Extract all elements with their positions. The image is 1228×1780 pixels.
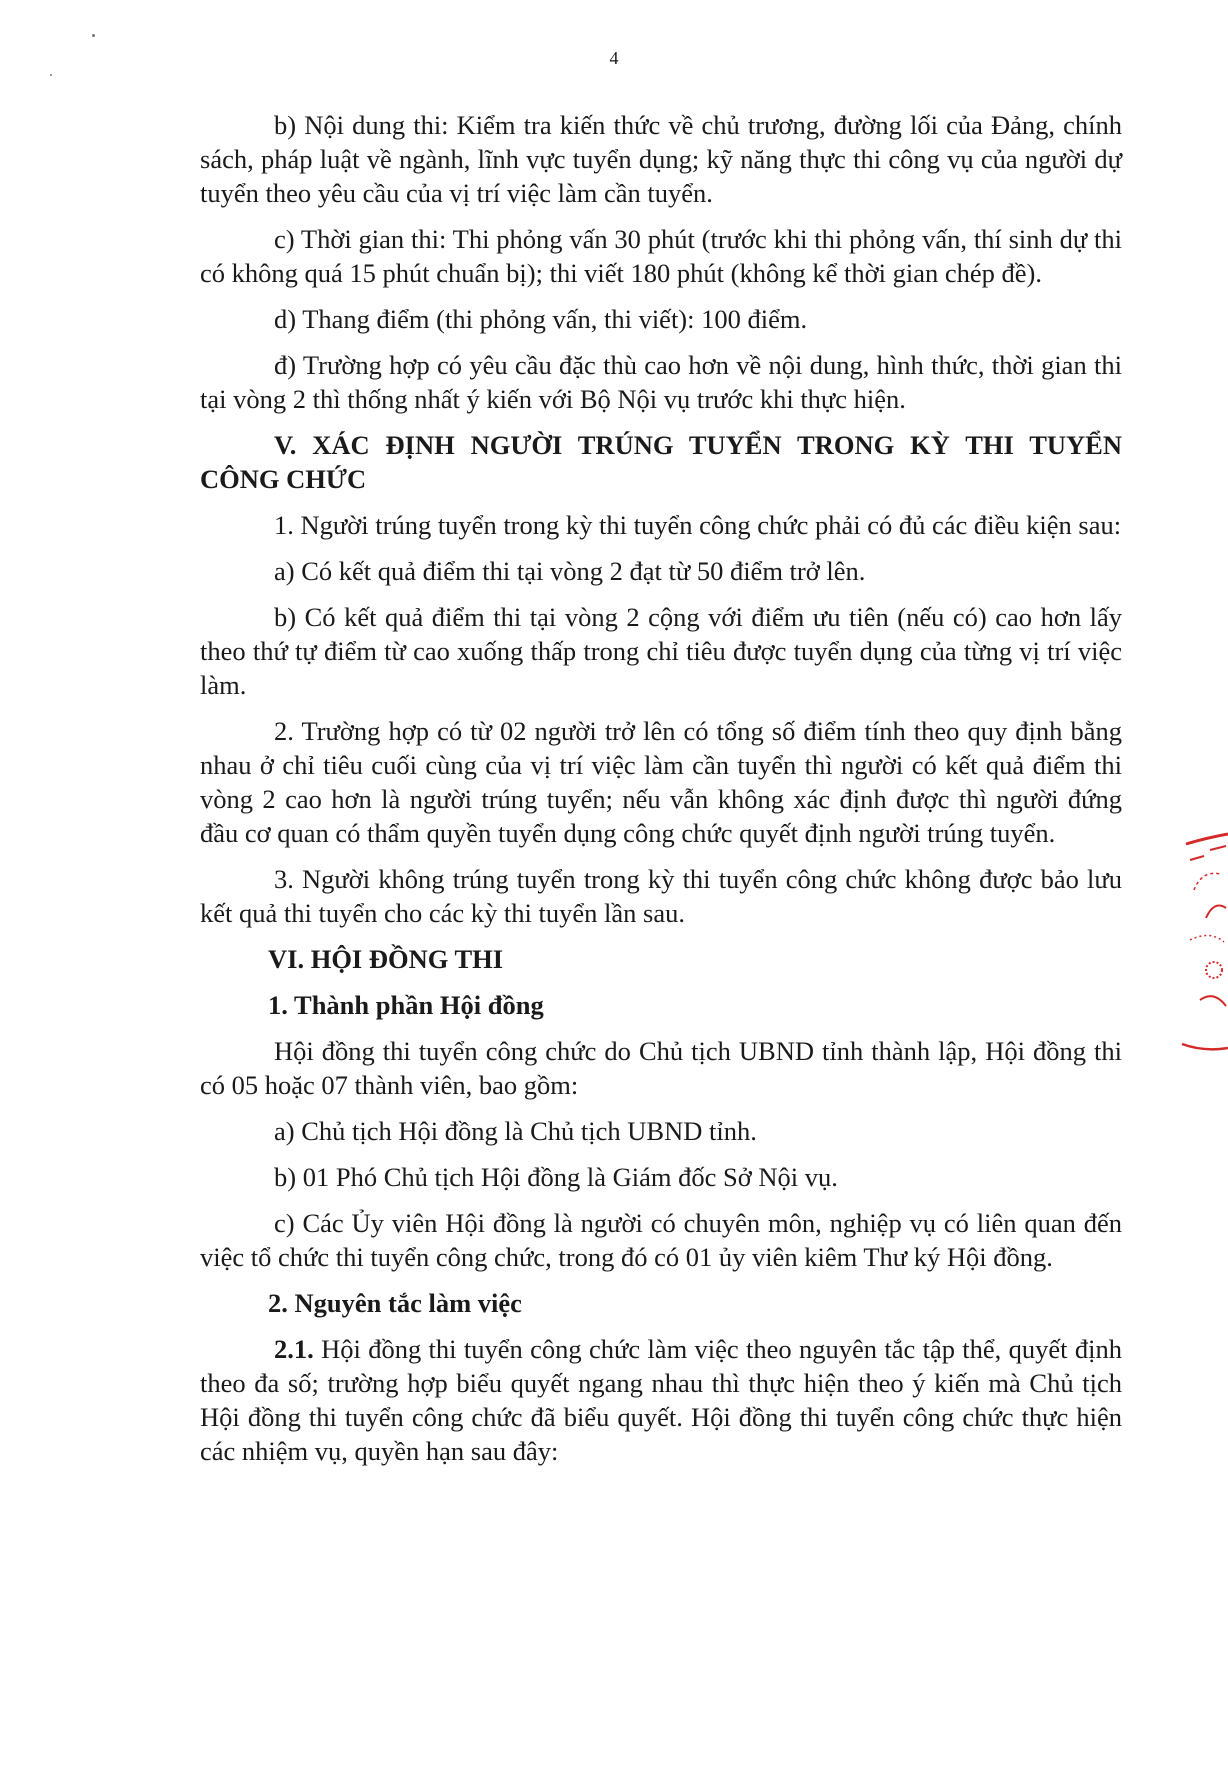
red-seal-fragment xyxy=(1180,830,1228,1060)
paragraph-council-members: c) Các Ủy viên Hội đồng là người có chuyên môn, nghiệp vụ có liên quan đến việc tổ chức thi tuyển công chức, trong đó có 01 ủy viên kiêm Thư ký Hội đồng. xyxy=(200,1208,1122,1272)
paragraph-condition-b: b) Có kết quả điểm thi tại vòng 2 cộng với điểm ưu tiên (nếu có) cao hơn lấy theo thứ tự điểm từ cao xuống thấp trong chỉ tiêu được tuyển dụng của từng vị trí việc làm. xyxy=(200,602,1122,700)
paragraph-condition-a: a) Có kết quả điểm thi tại vòng 2 đạt từ 50 điểm trở lên. xyxy=(274,556,866,586)
seal-stamp-icon xyxy=(1180,830,1228,1060)
scan-speck xyxy=(50,74,52,76)
document-body xyxy=(200,108,1122,1480)
paragraph-winner-conditions: 1. Người trúng tuyển trong kỳ thi tuyển công chức phải có đủ các điều kiện sau: xyxy=(274,510,1122,540)
scan-speck xyxy=(92,34,95,37)
paragraph-no-reserve: 3. Người không trúng tuyển trong kỳ thi tuyển công chức không được bảo lưu kết quả thi tuyển cho các kỳ thi tuyển lần sau. xyxy=(200,864,1122,928)
page-number: 4 xyxy=(609,48,619,68)
section-heading-v: V. XÁC ĐỊNH NGƯỜI TRÚNG TUYỂN TRONG KỲ THI TUYỂN CÔNG CHỨC xyxy=(200,430,1122,494)
paragraph-council-chair: a) Chủ tịch Hội đồng là Chủ tịch UBND tỉnh. xyxy=(274,1116,757,1146)
clause-text: Hội đồng thi tuyển công chức làm việc theo nguyên tắc tập thể, quyết định theo đa số; trường hợp biểu quyết ngang nhau thì thực hiện theo ý kiến mà Chủ tịch Hội đồng thi tuyển công chức đã biểu quyết. Hội đồng thi tuyển công chức thực hiện các nhiệm vụ, quyền hạn sau đây: xyxy=(200,1334,1122,1466)
subheading-working-principles: 2. Nguyên tắc làm việc xyxy=(268,1288,522,1318)
section-heading-vi: VI. HỘI ĐỒNG THI xyxy=(268,944,504,974)
paragraph-exam-time: c) Thời gian thi: Thi phỏng vấn 30 phút (trước khi thi phỏng vấn, thí sinh dự thi có không quá 15 phút chuẩn bị); thi viết 180 phút (không kể thời gian chép đề). xyxy=(200,224,1122,288)
paragraph-tie-case: 2. Trường hợp có từ 02 người trở lên có tổng số điểm tính theo quy định bằng nhau ở chỉ tiêu cuối cùng của vị trí việc làm cần tuyển thì người có kết quả điểm thi vòng 2 cao hơn là người trúng tuyển; nếu vẫn không xác định được thì người đứng đầu cơ quan có thẩm quyền tuyển dụng công chức quyết định người trúng tuyển. xyxy=(200,716,1122,848)
paragraph-principle-2-1 xyxy=(200,1332,1122,1468)
paragraph-exam-content: b) Nội dung thi: Kiểm tra kiến thức về chủ trương, đường lối của Đảng, chính sách, pháp luật về ngành, lĩnh vực tuyển dụng; kỹ năng thực thi công vụ của người dự tuyển theo yêu cầu của vị trí việc làm cần tuyển. xyxy=(200,110,1122,208)
paragraph-council-vice-chair: b) 01 Phó Chủ tịch Hội đồng là Giám đốc Sở Nội vụ. xyxy=(274,1162,838,1192)
subheading-council-composition: 1. Thành phần Hội đồng xyxy=(268,990,544,1020)
clause-number: 2.1. xyxy=(274,1334,314,1364)
paragraph-special-requirements: đ) Trường hợp có yêu cầu đặc thù cao hơn về nội dung, hình thức, thời gian thi tại vòng 2 thì thống nhất ý kiến với Bộ Nội vụ trước khi thực hiện. xyxy=(200,350,1122,414)
paragraph-score-scale: d) Thang điểm (thi phỏng vấn, thi viết): 100 điểm. xyxy=(274,304,808,334)
paragraph-council-intro: Hội đồng thi tuyển công chức do Chủ tịch UBND tỉnh thành lập, Hội đồng thi có 05 hoặc 07 thành viên, bao gồm: xyxy=(200,1036,1122,1100)
